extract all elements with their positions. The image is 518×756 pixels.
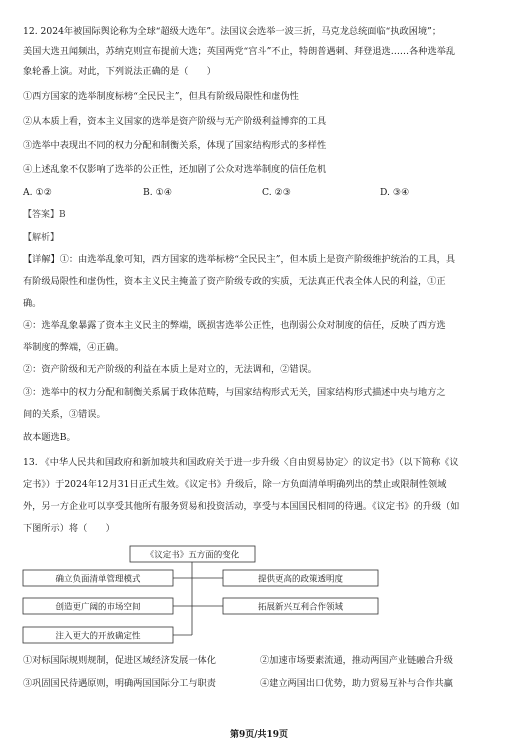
q13-option-4: ④建立两国出口优势，助力贸易互补与合作共赢 bbox=[260, 678, 453, 689]
q12-analysis-tag: 【解析】 bbox=[23, 233, 60, 243]
q12-statement-2: ②从本质上看，资本主义国家的选举是资产阶级与无产阶级利益博弈的工具 bbox=[23, 116, 327, 127]
diagram-left-label-1: 确立负面清单管理模式 bbox=[55, 574, 141, 585]
q12-explanation-line-5: 举制度的弊端，④正确。 bbox=[23, 342, 125, 353]
page-footer: 第9页/共19页 bbox=[229, 730, 289, 740]
q13-stem-line-3: 外，另一方企业可以享受其他所有服务贸易和投资活动，享受与本国国民相同的待遇。《议定书》的升级（如 bbox=[23, 501, 460, 512]
q12-stem-line-1: 12. 2024年被国际舆论称为全球“超级大选年”。法国议会选举一波三折，马克龙总统面临“执政困境”； bbox=[23, 26, 442, 37]
q13-diagram bbox=[0, 540, 518, 650]
q12-option-b: B. ①④ bbox=[143, 187, 173, 198]
q13-stem-line-4: 下图所示）将（ ） bbox=[23, 523, 115, 534]
q12-explanation-line-3: 确。 bbox=[23, 298, 42, 309]
q12-stem-line-2: 美国大选丑闻频出，苏纳克则宣布提前大选；英国两党“宫斗”不止，特朗普遇刺、拜登退选……各种选举乱 bbox=[23, 46, 456, 57]
q13-stem-line-1: 13. 《中华人民共和国政府和新加坡共和国政府关于进一步升级〈自由贸易协定〉的议定书》（以下简称《议 bbox=[23, 457, 459, 468]
q12-explanation-line-8: 间的关系，③错误。 bbox=[23, 409, 106, 420]
q13-stem-line-2: 定书》）于2024年12月31日正式生效。《议定书》升级后，除一方负面清单明确列出的禁止或限制性领域 bbox=[23, 479, 447, 490]
diagram-right-label-1: 提供更高的政策透明度 bbox=[257, 574, 344, 585]
diagram-left-label-2: 创造更广阔的市场空间 bbox=[55, 602, 141, 613]
diagram-right-label-2: 拓展新兴互利合作领域 bbox=[257, 602, 344, 613]
q12-statement-3: ③选举中表现出不同的权力分配和制衡关系，体现了国家结构形式的多样性 bbox=[23, 140, 327, 151]
q12-explanation-line-4: ④：选举乱象暴露了资本主义民主的弊端，既损害选举公正性，也削弱公众对制度的信任，反映了西方选 bbox=[23, 320, 446, 331]
q12-statement-4: ④上述乱象不仅影响了选举的公正性，还加剧了公众对选举制度的信任危机 bbox=[23, 164, 327, 175]
q12-statement-1: ①西方国家的选举制度标榜“全民民主”，但具有阶级局限性和虚伪性 bbox=[23, 91, 299, 102]
q13-option-3: ③巩固国民待遇原则，明确两国国际分工与职责 bbox=[23, 678, 216, 689]
q12-explanation-line-2: 有阶级局限性和虚伪性，资本主义民主掩盖了资产阶级专政的实质，无法真正代表全体人民的利益，①正 bbox=[23, 276, 446, 287]
diagram-center-label: 《议定书》五方面的变化 bbox=[145, 550, 240, 561]
q12-explanation-line-6: ②：资产阶级和无产阶级的利益在本质上是对立的，无法调和，②错误。 bbox=[23, 364, 317, 375]
q12-option-a: A. ①② bbox=[23, 187, 52, 198]
q13-option-2: ②加速市场要素流通，推动两国产业链融合升级 bbox=[260, 655, 453, 666]
q13-option-1: ①对标国际规则规制，促进区域经济发展一体化 bbox=[23, 655, 216, 666]
q12-conclusion: 故本题选B。 bbox=[23, 432, 76, 443]
q12-stem-line-3: 象轮番上演。对此，下列说法正确的是（ ） bbox=[23, 66, 216, 77]
q12-answer-tag: 【答案】B bbox=[23, 210, 66, 220]
q12-option-c: C. ②③ bbox=[262, 187, 292, 198]
q12-explanation-line-7: ③：选举中的权力分配和制衡关系属于政体范畴，与国家结构形式无关，国家结构形式描述中央与地方之 bbox=[23, 387, 446, 398]
q12-explanation-line-1: 【详解】①：由选举乱象可知，西方国家的选举标榜“全民民主”，但本质上是资产阶级维护统治的工具，具 bbox=[23, 254, 456, 265]
diagram-left-label-3: 注入更大的开放确定性 bbox=[55, 631, 141, 642]
q12-option-d: D. ③④ bbox=[380, 187, 410, 198]
